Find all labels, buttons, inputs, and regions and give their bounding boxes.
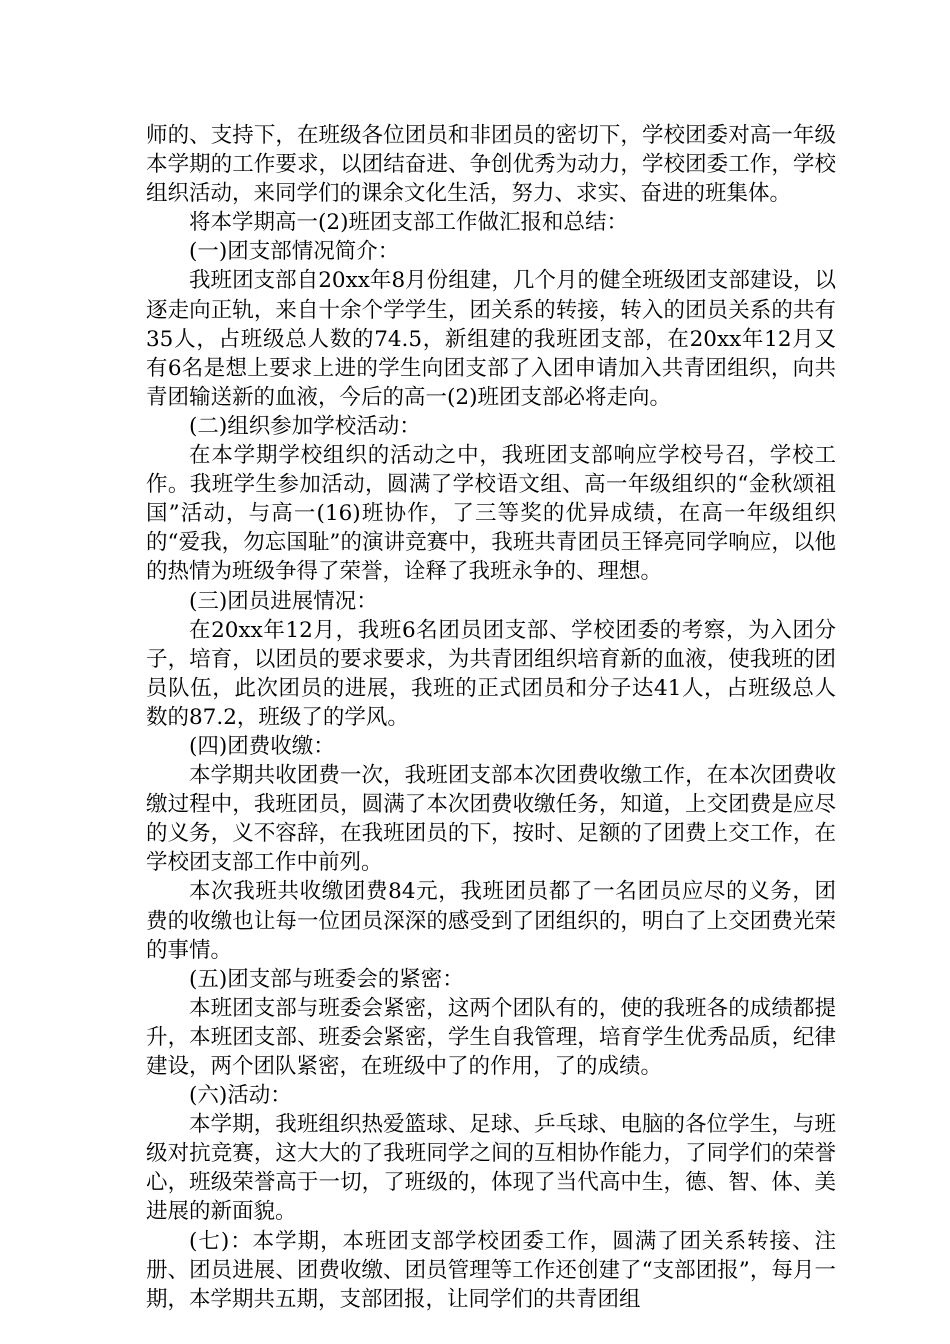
paragraph-section-1: 我班团支部自20xx年8月份组建，几个月的健全班级团支部建设，以逐走向正轨，来自十余个学学生，团关系的转接，转入的团员关系的共有35人，占班级总人数的74.5，新组建的我班团支部，在20xx年12月又有6名是想上要求上进的学生向团支部了入团申请加入共青团组织，向共青团输送新的血液，今后的高一(2)班团支部必将走向。 [146,268,836,410]
paragraph-section-7: (七)：本学期，本班团支部学校团委工作，圆满了团关系转接、注册、团员进展、团费收缴、团员管理等工作还创建了“支部团报”，每月一期，本学期共五期，支部团报，让同学们的共青团组 [146,1228,836,1312]
paragraph-report-intro: 将本学期高一(2)班团支部工作做汇报和总结： [189,210,628,236]
paragraph-section-4b: 本次我班共收缴团费84元，我班团员都了一名团员应尽的义务，团费的收缴也让每一位团员深深的感受到了团组织的，明白了上交团费光荣的事情。 [146,879,836,963]
section-heading-3: (三)团员进展情况： [189,588,378,614]
section-heading-1: (一)团支部情况简介： [189,239,400,265]
paragraph-section-5: 本班团支部与班委会紧密，这两个团队有的，使的我班各的成绩都提升，本班团支部、班委会紧密，学生自我管理，培育学生优秀品质，纪律建设，两个团队紧密，在班级中了的作用，了的成绩。 [146,995,836,1079]
paragraph-section-3: 在20xx年12月，我班6名团员团支部、学校团委的考察，为入团分子，培育，以团员的要求要求，为共青团组织培育新的血液，使我班的团员队伍，此次团员的进展，我班的正式团员和分子达41人，占班级总人数的87.2，班级了的学风。 [146,617,836,730]
section-heading-4: (四)团费收缴： [189,733,335,759]
section-heading-2: (二)组织参加学校活动： [189,413,421,439]
paragraph-intro: 师的、支持下，在班级各位团员和非团员的密切下，学校团委对高一年级本学期的工作要求，以团结奋进、争创优秀为动力，学校团委工作，学校组织活动，来同学们的课余文化生活，努力、求实、奋进的班集体。 [146,123,836,207]
section-heading-6: (六)活动： [189,1083,292,1109]
section-heading-5: (五)团支部与班委会的紧密： [189,966,464,992]
paragraph-section-2: 在本学期学校组织的活动之中，我班团支部响应学校号召，学校工作。我班学生参加活动，圆满了学校语文组、高一年级组织的“金秋颂祖国”活动，与高一(16)班协作，了三等奖的优异成绩，在高一年级组织的“爱我，勿忘国耻”的演讲竞赛中，我班共青团员王铎亮同学响应，以他的热情为班级争得了荣誉，诠释了我班永争的、理想。 [146,443,836,585]
document-body [146,121,836,1314]
paragraph-section-6: 本学期，我班组织热爱篮球、足球、乒乓球、电脑的各位学生，与班级对抗竞赛，这大大的了我班同学之间的互相协作能力，了同学们的荣誉心，班级荣誉高于一切，了班级的，体现了当代高中生，德、智、体、美进展的新面貌。 [146,1112,836,1225]
paragraph-section-4a: 本学期共收团费一次，我班团支部本次团费收缴工作，在本次团费收缴过程中，我班团员，圆满了本次团费收缴任务，知道，上交团费是应尽的义务，义不容辞，在我班团员的下，按时、足额的了团费上交工作，在学校团支部工作中前列。 [146,763,836,876]
